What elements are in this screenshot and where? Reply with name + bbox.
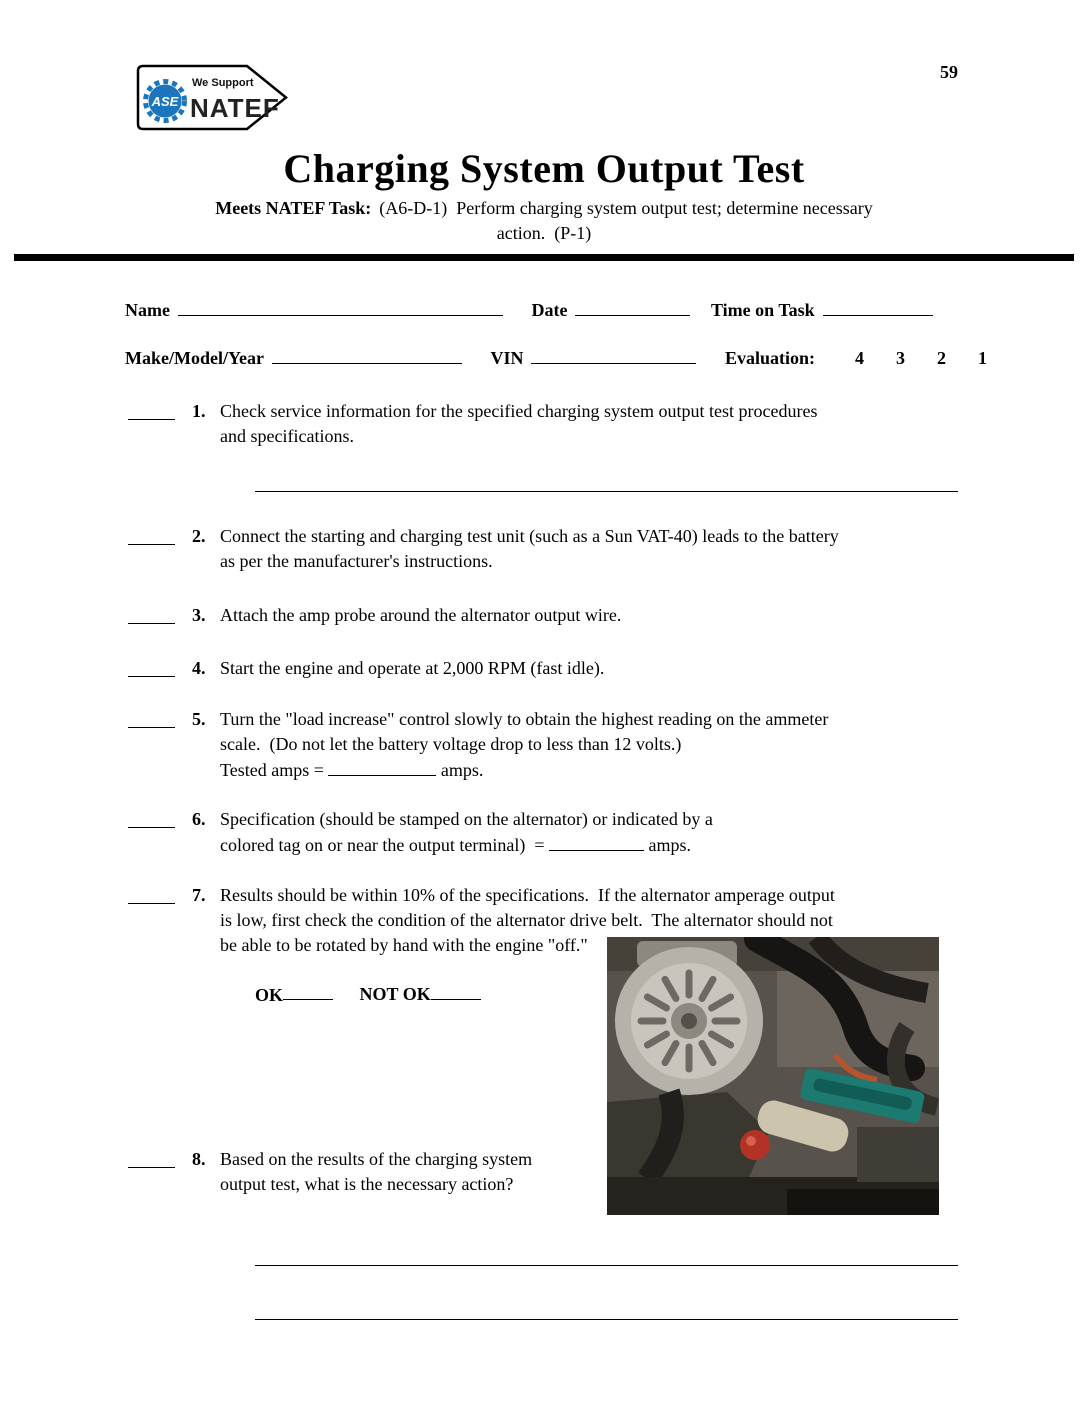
evaluation-2[interactable]: 2 <box>937 347 947 368</box>
task-item-3 <box>0 603 1088 628</box>
tested-amps-suffix: amps. <box>440 759 484 780</box>
specification-amps-suffix: amps. <box>648 834 692 855</box>
natef-logo-graphic <box>130 55 294 139</box>
task-2-number: 2. <box>192 525 206 546</box>
task-6-check-blank[interactable] <box>128 807 175 828</box>
page-title: Charging System Output Test <box>283 146 805 191</box>
ase-text: ASE <box>151 94 179 109</box>
task-8-number: 8. <box>192 1149 206 1170</box>
tested-amps-label: Tested amps = <box>220 759 324 780</box>
not-ok-label: NOT OK <box>359 984 431 1005</box>
evaluation-4[interactable]: 4 <box>855 347 865 368</box>
task-3-text: Attach the amp probe around the alternator output wire. <box>220 604 622 625</box>
task-item-2: 2. Connect the starting and charging test unit (such as a Sun VAT-40) leads to the battery as per the manufacturer's instructions. <box>0 524 1088 574</box>
task-1-number: 1. <box>192 400 206 421</box>
make-model-year-input[interactable] <box>272 345 462 364</box>
divider-bar <box>14 254 1074 261</box>
task-6-text: Specification (should be stamped on the alternator) or indicated by a <box>220 808 713 829</box>
tested-amps-input[interactable] <box>328 757 436 776</box>
task-2-text: Connect the starting and charging test unit (such as a Sun VAT-40) leads to the battery <box>220 525 839 546</box>
evaluation-1[interactable]: 1 <box>978 347 988 368</box>
not-ok-input[interactable] <box>431 982 481 1001</box>
task-item-4 <box>0 656 1088 681</box>
task-item-1: 1. Check service information for the specified charging system output test procedures and specifications. <box>0 399 1088 449</box>
evaluation-3[interactable]: 3 <box>896 347 906 368</box>
task-2-check-blank[interactable] <box>128 524 175 545</box>
meets-natef-task <box>0 196 1088 246</box>
task-1-answer-line[interactable] <box>255 491 958 492</box>
vin-label: VIN <box>490 347 524 368</box>
task-5-text: Turn the "load increase" control slowly to obtain the highest reading on the ammeter <box>220 708 829 729</box>
task-7-check-blank[interactable] <box>128 883 175 904</box>
task-4-check-blank[interactable] <box>128 656 175 677</box>
task-item-7: 7. Results should be within 10% of the specifications. If the alternator amperage output is low, first check the condition of the alternator drive belt. The alternator should not be able to be rotated by hand with the engine "off." <box>0 883 1088 958</box>
page-number: 59 <box>940 62 958 82</box>
date-input[interactable] <box>575 297 690 316</box>
task-5-check-blank[interactable] <box>128 707 175 728</box>
ok-label: OK <box>255 984 284 1005</box>
time-on-task-label: Time on Task <box>710 299 815 320</box>
task-7-text: Results should be within 10% of the specifications. If the alternator amperage output <box>220 884 835 905</box>
we-support-text: We Support <box>192 77 254 89</box>
task-item-8: 8. Based on the results of the charging system output test, what is the necessary action? <box>0 1147 1088 1197</box>
natef-text: NATEF <box>190 93 280 123</box>
task-8-check-blank[interactable] <box>128 1147 175 1168</box>
task-7-number: 7. <box>192 884 206 905</box>
alternator-photo-graphic <box>607 937 939 1215</box>
task-8-answer-line-2[interactable] <box>255 1319 958 1320</box>
task-1-text: Check service information for the specified charging system output test procedures <box>220 400 818 421</box>
form-row-vehicle <box>0 345 1088 369</box>
meets-task-text-line2: action. (P-1) <box>496 223 592 243</box>
task-6-number: 6. <box>192 808 206 829</box>
task-8-answer-line-1[interactable] <box>255 1265 958 1266</box>
vin-input[interactable] <box>531 345 696 364</box>
task-1-check-blank[interactable] <box>128 399 175 420</box>
task-8-text: Based on the results of the charging system <box>220 1149 533 1170</box>
form-row-identity <box>0 297 1088 321</box>
task-4-number: 4. <box>192 657 206 678</box>
date-label: Date <box>531 299 568 320</box>
evaluation-label: Evaluation: <box>724 347 816 368</box>
specification-amps-input[interactable] <box>549 832 644 851</box>
name-label: Name <box>125 299 170 320</box>
task-item-6: 6. Specification (should be stamped on the alternator) or indicated by a colored tag on or near the output terminal) = amps. <box>0 807 1088 858</box>
alternator-photo <box>607 937 939 1215</box>
natef-logo <box>130 55 294 139</box>
ok-input[interactable] <box>283 982 333 1001</box>
task-3-check-blank[interactable] <box>128 603 175 624</box>
task-5-number: 5. <box>192 708 206 729</box>
meets-task-label: Meets NATEF Task: <box>215 198 372 218</box>
time-on-task-input[interactable] <box>823 297 933 316</box>
task-3-number: 3. <box>192 604 206 625</box>
meets-task-text-line1: (A6-D-1) Perform charging system output test; determine necessary <box>379 198 873 218</box>
task-4-text: Start the engine and operate at 2,000 RPM (fast idle). <box>220 657 605 678</box>
name-input[interactable] <box>178 297 503 316</box>
make-model-year-label: Make/Model/Year <box>125 347 264 368</box>
task-item-5: 5. Turn the "load increase" control slowly to obtain the highest reading on the ammeter scale. (Do not let the battery voltage drop to less than 12 volts.) Tested amps = amps. <box>0 707 1088 783</box>
